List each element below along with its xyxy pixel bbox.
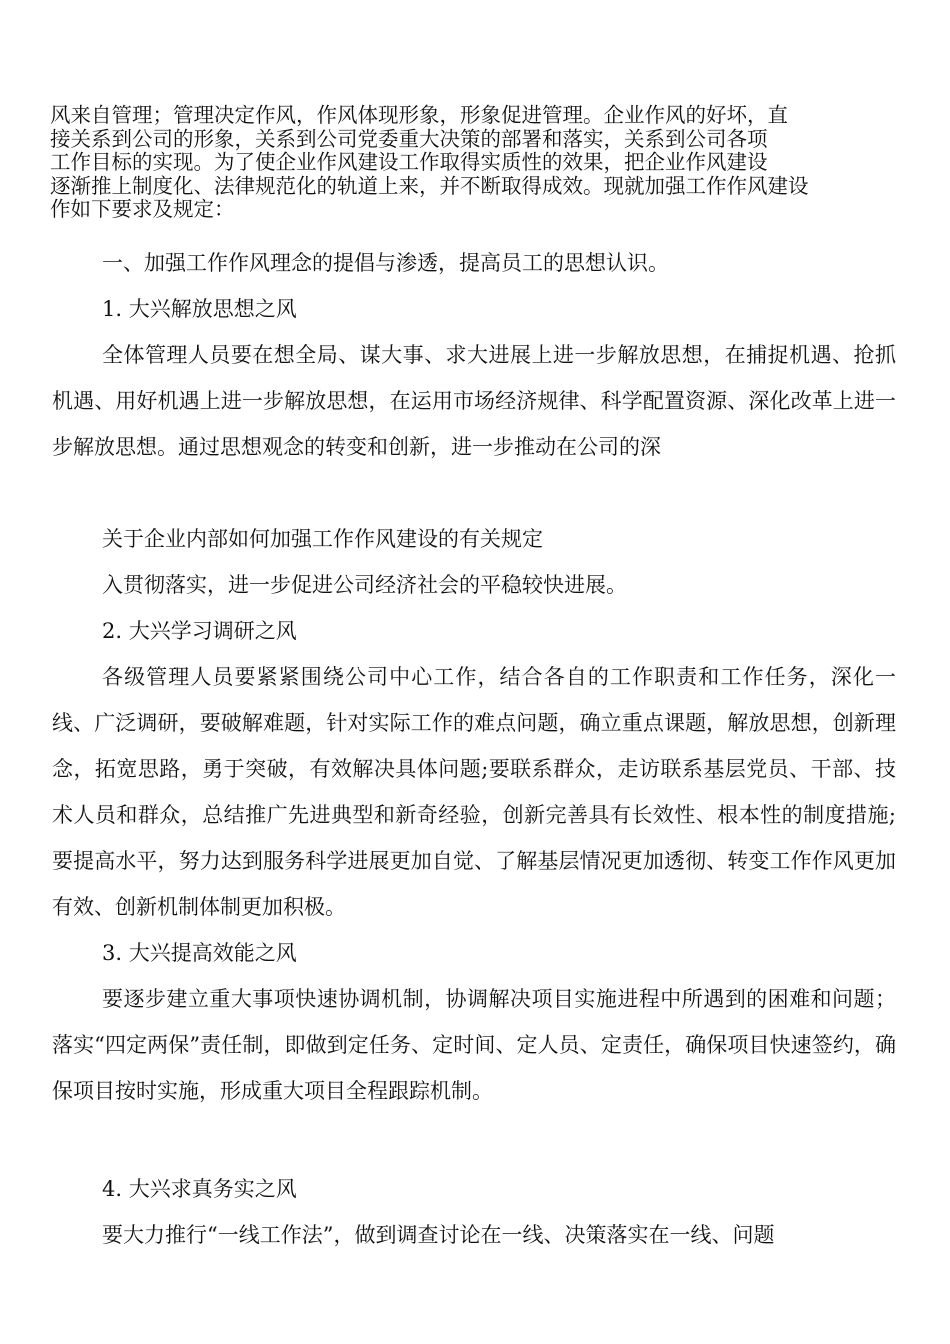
doc-title: 关于企业内部如何加强工作作风建设的有关规定	[102, 527, 543, 551]
intro-paragraph	[50, 104, 910, 222]
item1-continuation: 入贯彻落实，进一步促进公司经济社会的平稳较快进展。	[102, 573, 627, 597]
item3-body: 要逐步建立重大事项快速协调机制，协调解决项目实施进程中所遇到的困难和问题；落实“四定两保”责任制，即做到定任务、定时间、定人员、定责任，确保项目快速签约，确保项目按时实施，形成重大项目全程跟踪机制。	[52, 987, 896, 1103]
item2-body: 各级管理人员要紧紧围绕公司中心工作，结合各自的工作职责和工作任务，深化一线、广泛调研，要破解难题，针对实际工作的难点问题，确立重点课题，解放思想，创新理念，拓宽思路，勇于突破，有效解决具体问题;要联系群众，走访联系基层党员、干部、技术人员和群众，总结推广先进典型和新奇经验，创新完善具有长效性、根本性的制度措施;要提高水平，努力达到服务科学进展更加自觉、了解基层情况更加透彻、转变工作作风更加有效、创新机制体制更加积极。	[52, 665, 896, 919]
item2-title: 2. 大兴学习调研之风	[102, 619, 297, 643]
intro-line: 接关系到公司的形象，关系到公司党委重大决策的部署和落实，关系到公司各项	[50, 126, 768, 151]
item1-body: 全体管理人员要在想全局、谋大事、求大进展上进一步解放思想，在捕捉机遇、抢抓机遇、用好机遇上进一步解放思想，在运用市场经济规律、科学配置资源、深化改革上进一步解放思想。通过思想观念的转变和创新，进一步推动在公司的深	[52, 343, 896, 459]
item1-title: 1. 大兴解放思想之风	[102, 297, 297, 321]
intro-line: 风来自管理；管理决定作风，作风体现形象，形象促进管理。企业作风的好坏，直	[50, 103, 788, 127]
intro-line: 作如下要求及规定：	[50, 197, 235, 221]
item3-title: 3. 大兴提高效能之风	[102, 941, 297, 965]
item4-body: 要大力推行“一线工作法”，做到调查讨论在一线、决策落实在一线、问题	[102, 1223, 775, 1247]
section-heading: 一、加强工作作风理念的提倡与渗透，提高员工的思想认识。	[102, 251, 669, 275]
intro-line: 工作目标的实现。为了使企业作风建设工作取得实质性的效果，把企业作风建设	[50, 150, 768, 174]
item4-title: 4. 大兴求真务实之风	[102, 1177, 297, 1201]
intro-line: 逐渐推上制度化、法律规范化的轨道上来，并不断取得成效。现就加强工作作风建设	[50, 173, 809, 198]
